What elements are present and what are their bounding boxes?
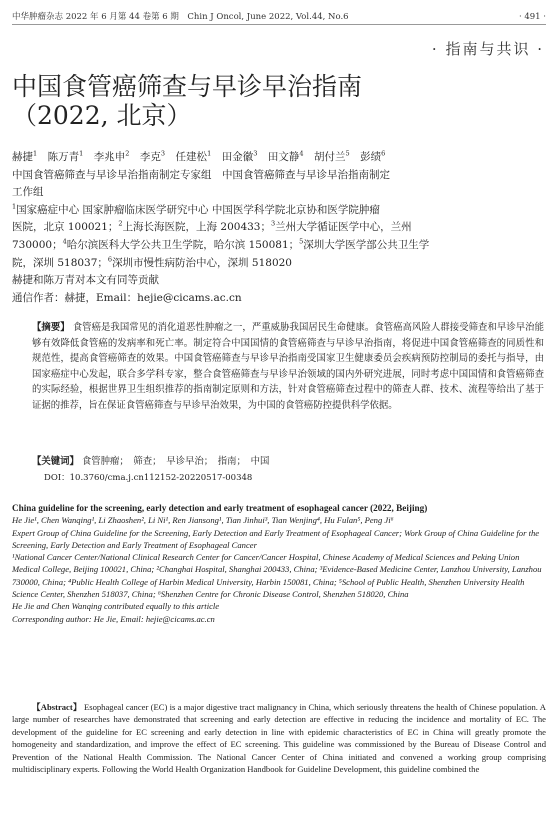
affiliation-line3: 730000；$^4$哈尔滨医科大学公共卫生学院，哈尔滨 150081；$^5$深圳大学医学部公共卫生学 [12,237,430,251]
title-line-1: 中国食管癌筛查与早诊早治指南 [12,72,363,101]
affiliation-line1: $^1$国家癌症中心 国家肿瘤临床医学研究中心 中国医学科学院北京协和医学院肿瘤 [12,202,380,216]
abstract-cn-text: 食管癌是我国常见的消化道恶性肿瘤之一，严重威胁我国居民生命健康。食管癌高风险人群接受筛查和早诊早治能够有效降低食管癌的发病率和死亡率。制定符合中国国情的食管癌筛查与早诊早治指南，将促进中国食管癌筛查的同质性和规范性，提高食管癌筛查的效果。中国食管癌筛查与早诊早治指南受国家卫生健康委员会疾病预防控制局的委托与指导，由国家癌症中心发起，联合多学科专家，整合食管癌筛查与早诊早治领域的国内外研究进展，同时考虑中国国情和食管癌筛查的实际经验，根据世界卫生组织推荐的指南制定原则和方法，针对食管癌筛查过程中的筛查人群、技术、流程等给出了基于证据的推荐，旨在保证食管癌筛查与早诊早治效果，为中国的食管癌防控提供科学依据。 [32,322,544,411]
abstract-cn [32,320,544,414]
affiliation-line2: 医院，北京 100021；$^2$上海长海医院，上海 200433；$^3$兰州大学循证医学中心，兰州 [12,219,412,234]
expert-group-line1: 中国食管癌筛查与早诊早治指南制定专家组 中国食管癌筛查与早诊早治指南制定 [12,168,390,181]
section-tag: · 指南与共识 · [431,40,544,58]
english-expert-group: Expert Group of China Guideline for the Screening, Early Detection and Early Treatment of Esophageal Cancer; Work Group of China Guideline for the Screening, Early Detection and Early Treatment of Esophageal Cancer [12,527,540,550]
expert-group-line2: 工作组 [12,186,44,199]
article-title [12,72,362,130]
authors-cn: 赫捷$^1$ 陈万青$^1$ 李兆申$^2$ 李克$^3$ 任建松$^1$ 田金徽$^3$ 田文静$^4$ 胡付兰$^5$ 彭绩$^6$ [12,149,386,163]
english-authors: He Jie¹, Chen Wanqing¹, Li Zhaoshen², Li Ni¹, Ren Jiansong¹, Tian Jinhui³, Tian Wenjing⁴, Hu Fulan⁵, Peng Ji⁶ [12,515,394,526]
abstract-en-text: Esophageal cancer (EC) is a major digestive tract malignancy in China, which seriously threatens the health of Chinese population. A large number of researches have demonstrated that screening and early detection are effective in reducing the incidence and mortality of EC. The development of the guideline for EC screening and early detection in line with epidemic characteristics of EC in China will greatly promote the homogeneity and standardization, and improve the effect of EC screening. This guideline was commissioned by the Bureau of Disease Control and Prevention of the National Health Commission. The National Cancer Center of China initiated and convened a working group comprising multidisciplinary experts. Following the World Health Organization Handbook for Guideline Development, this guideline combined the [12,702,546,775]
doi: DOI：10.3760/cma.j.cn112152-20220517-00348 [44,473,253,483]
abstract-en [12,701,546,775]
affiliation-line4: 院，深圳 518037；$^6$深圳市慢性病防治中心，深圳 518020 [12,255,292,269]
abstract-en-label: 【Abstract】 [32,702,82,712]
english-contribution-note: He Jie and Chen Wanqing contributed equally to this article [12,601,220,612]
english-corresponding-author: Corresponding author: He Jie, Email: hejie@cicams.ac.cn [12,613,215,624]
english-affiliations: ¹National Cancer Center/National Clinical Research Center for Cancer/Cancer Hospital, Chinese Academy of Medical Sciences and Peking Union Medical College, Beijing 100021, China; ²Changhai Hospital, Shanghai 200433, China; ³Evidence-Based Medicine Center, Lanzhou University, Lanzhou 730000, China; ⁴Public Health College of Harbin Medical University, Harbin 150081, China; ⁵School of Public Health, Shenzhen University Health Science Center, Shenzhen 518037, China; ⁶Shenzhen Centre for Chronic Disease Control, Shenzhen 518020, China [12,552,542,600]
keywords-cn-text: 食管肿瘤； 筛查； 早诊早治； 指南； 中国 [81,456,270,467]
page-number: · 491 · [518,12,546,22]
keywords-cn [32,454,269,469]
chinese-author-block [12,149,546,307]
running-header [12,10,546,25]
corresponding-author: 通信作者：赫捷，Email：hejie@cicams.ac.cn [12,291,242,304]
equal-contribution-note: 赫捷和陈万青对本文有同等贡献 [12,274,159,287]
abstract-cn-label: 【摘要】 [32,322,70,333]
title-line-2: （2022, 北京） [12,101,192,130]
english-front-matter [12,502,546,625]
journal-info: 中华肿瘤杂志 2022 年 6 月第 44 卷第 6 期 Chin J Oncol, June 2022, Vol.44, No.6 [12,12,349,22]
english-title: China guideline for the screening, early detection and early treatment of esophageal cancer (2022, Beijing) [12,503,428,513]
keywords-cn-label: 【关键词】 [32,456,79,467]
